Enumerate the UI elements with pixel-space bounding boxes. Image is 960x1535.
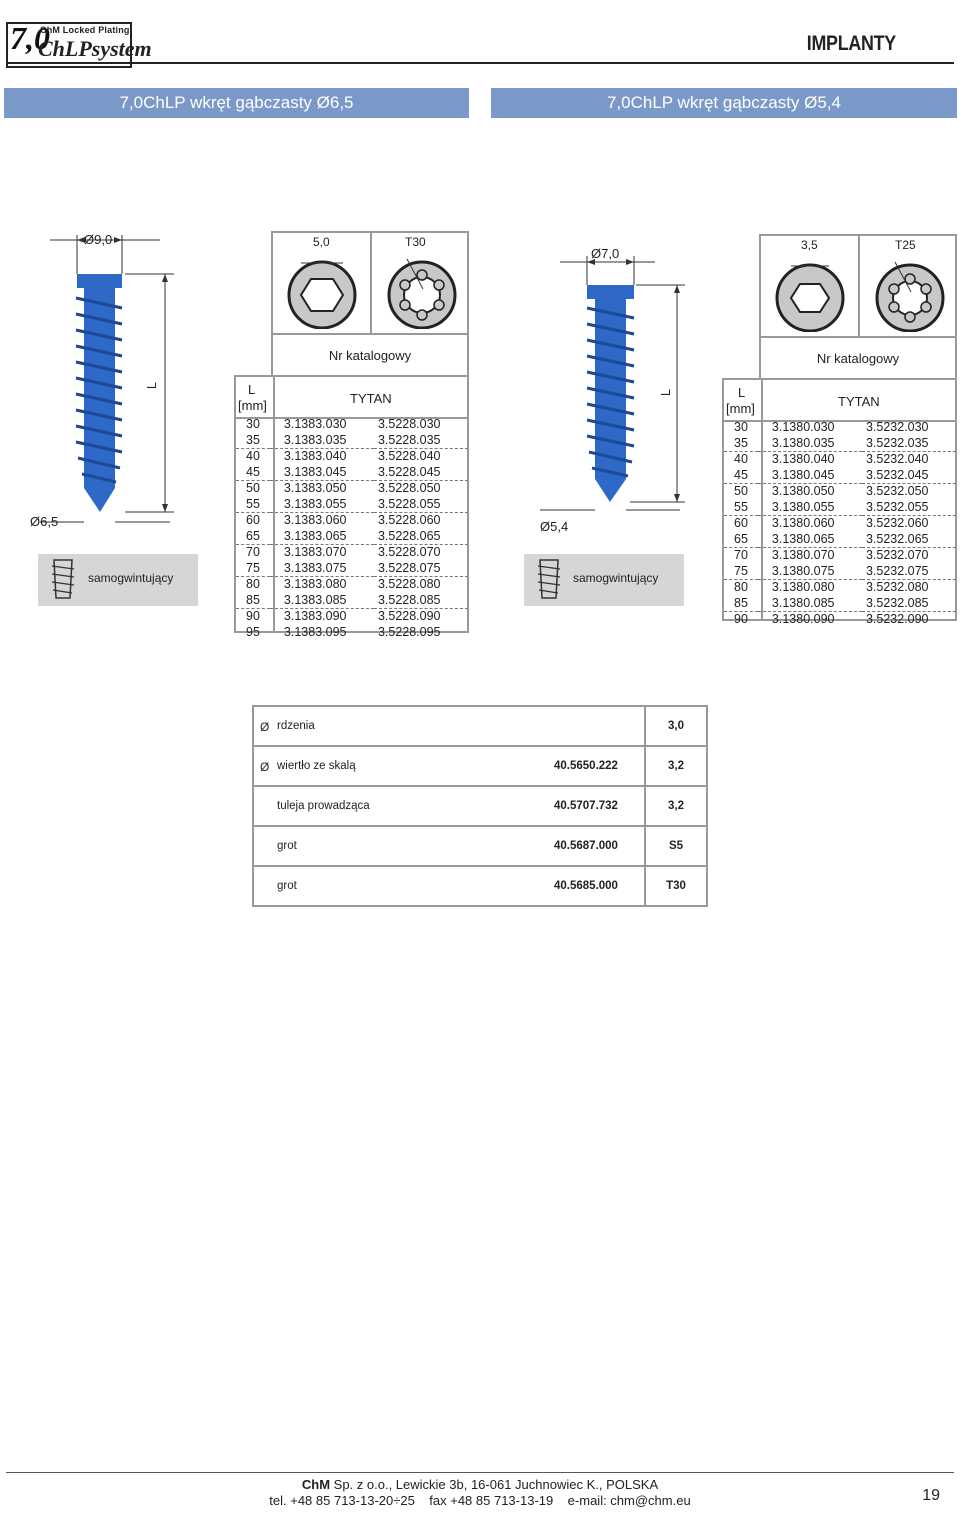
torx-socket-icon bbox=[871, 260, 949, 332]
instrument-name: tuleja prowadząca bbox=[277, 800, 370, 812]
catalog-number-cell: 3.1383.085 bbox=[270, 593, 374, 609]
right-col-length-unit: [mm] bbox=[726, 401, 755, 416]
length-cell: 40 bbox=[246, 449, 260, 463]
length-cell: 90 bbox=[246, 609, 260, 623]
catalog-number-cell: 3.1383.095 bbox=[283, 624, 347, 639]
catalog-number-cell: 3.1383.050 bbox=[283, 481, 347, 495]
footer-company-rest: Sp. z o.o., Lewickie 3b, 16-061 Juchnowiec K., POLSKA bbox=[330, 1477, 659, 1492]
catalog-number-cell: 3.1380.065 bbox=[758, 532, 862, 548]
instrument-size: 3,2 bbox=[645, 746, 707, 786]
logo-number: 7,0 bbox=[10, 20, 50, 56]
left-col-length-unit: [mm] bbox=[238, 398, 267, 413]
table-row bbox=[236, 433, 468, 449]
hex-socket-icon bbox=[283, 257, 361, 329]
table-row bbox=[724, 468, 956, 484]
table-row bbox=[236, 545, 468, 561]
left-col-length: L bbox=[248, 382, 256, 397]
instruments-table bbox=[252, 705, 708, 907]
catalog-number-cell: 3.5228.065 bbox=[374, 529, 468, 545]
table-row bbox=[724, 548, 956, 564]
left-torx-size: T30 bbox=[405, 235, 426, 249]
catalog-number-cell: 3.5228.080 bbox=[377, 577, 441, 591]
instrument-size: T30 bbox=[645, 866, 707, 906]
left-title-band: 7,0ChLP wkręt gąbczasty Ø6,5 bbox=[4, 88, 469, 118]
instrument-name-cell bbox=[253, 866, 645, 906]
catalog-number-cell: 3.5232.065 bbox=[862, 532, 956, 548]
self-tapping-icon bbox=[50, 558, 76, 602]
catalog-number-cell: 3.5228.075 bbox=[374, 561, 468, 577]
instrument-name: rdzenia bbox=[277, 720, 315, 732]
catalog-number-cell: 3.1380.040 bbox=[771, 452, 835, 466]
right-catalog-label: Nr katalogowy bbox=[816, 351, 900, 366]
table-row bbox=[236, 513, 468, 529]
catalog-number-cell: 3.1383.040 bbox=[283, 449, 347, 463]
left-catalog-label: Nr katalogowy bbox=[328, 348, 412, 363]
table-row bbox=[236, 449, 468, 465]
left-self-tapping-box bbox=[38, 554, 198, 606]
right-length-label: L bbox=[658, 388, 674, 397]
left-self-tapping-label: samogwintujący bbox=[88, 571, 174, 585]
instrument-name-cell bbox=[253, 746, 645, 786]
length-cell: 35 bbox=[236, 433, 270, 449]
left-length-label: L bbox=[144, 381, 160, 390]
catalog-number-cell: 3.5232.070 bbox=[865, 548, 929, 562]
header-rule bbox=[6, 62, 954, 64]
table-row bbox=[236, 625, 468, 641]
table-row bbox=[724, 420, 956, 436]
length-cell: 30 bbox=[246, 417, 260, 431]
right-head-diameter: Ø7,0 bbox=[591, 246, 620, 261]
catalog-number-cell: 3.5228.095 bbox=[377, 624, 441, 639]
catalog-number-cell: 3.1383.070 bbox=[283, 545, 347, 559]
catalog-number-cell: 3.5232.075 bbox=[862, 564, 956, 580]
footer-contact: tel. +48 85 713-13-20÷25 fax +48 85 713-13-19 e-mail: chm@chm.eu bbox=[269, 1493, 691, 1508]
catalog-number-cell: 3.1380.030 bbox=[771, 420, 835, 434]
left-screw-drawing bbox=[40, 230, 210, 530]
left-col-material: TYTAN bbox=[350, 391, 392, 406]
self-tapping-icon bbox=[536, 558, 562, 602]
catalog-number-cell: 3.1383.045 bbox=[270, 465, 374, 481]
table-row bbox=[236, 497, 468, 513]
right-catalog-header bbox=[759, 338, 957, 380]
catalog-number-cell: 3.1383.090 bbox=[283, 609, 347, 623]
catalog-number-cell: 3.5232.040 bbox=[865, 452, 929, 466]
catalog-number-cell: 3.1380.035 bbox=[758, 436, 862, 452]
length-cell: 65 bbox=[724, 532, 758, 548]
catalog-number-cell: 3.1383.080 bbox=[283, 577, 347, 591]
instrument-row bbox=[253, 786, 707, 826]
table-row bbox=[724, 612, 956, 628]
catalog-number-cell: 3.1383.060 bbox=[283, 513, 347, 527]
catalog-number-cell: 3.1380.080 bbox=[771, 580, 835, 594]
catalog-number-cell: 3.1380.070 bbox=[771, 548, 835, 562]
left-shaft-diameter: Ø6,5 bbox=[30, 514, 59, 529]
instrument-row bbox=[253, 826, 707, 866]
right-drive-box bbox=[759, 234, 957, 338]
table-row bbox=[236, 417, 468, 433]
instrument-row bbox=[253, 746, 707, 786]
catalog-number-cell: 3.5228.030 bbox=[377, 417, 441, 431]
length-cell: 75 bbox=[236, 561, 270, 577]
table-row bbox=[724, 484, 956, 500]
table-row bbox=[236, 609, 468, 625]
table-row bbox=[724, 516, 956, 532]
table-row bbox=[724, 500, 956, 516]
catalog-number-cell: 3.5232.055 bbox=[862, 500, 956, 516]
instrument-name: wiertło ze skalą bbox=[277, 760, 356, 772]
catalog-number-cell: 3.5228.045 bbox=[374, 465, 468, 481]
length-cell: 55 bbox=[236, 497, 270, 513]
section-title: IMPLANTY bbox=[806, 32, 896, 55]
catalog-number-cell: 3.1383.055 bbox=[270, 497, 374, 513]
catalog-number-cell: 3.5228.040 bbox=[377, 449, 441, 463]
table-row bbox=[236, 593, 468, 609]
logo-system: ChLPsystem bbox=[38, 36, 152, 61]
footer-address bbox=[0, 1477, 960, 1492]
catalog-number-cell: 3.5232.090 bbox=[865, 612, 929, 626]
catalog-number-cell: 3.1380.060 bbox=[771, 516, 835, 530]
length-cell: 40 bbox=[734, 452, 748, 466]
instrument-code: 40.5707.732 bbox=[554, 800, 618, 812]
logo-subtitle: ChM Locked Plating bbox=[40, 25, 130, 35]
catalog-number-cell: 3.1380.045 bbox=[758, 468, 862, 484]
instrument-size: 3,0 bbox=[645, 706, 707, 746]
left-head-diameter: Ø9,0 bbox=[84, 232, 113, 247]
catalog-number-cell: 3.5232.080 bbox=[865, 580, 929, 594]
catalog-number-cell: 3.5232.030 bbox=[865, 420, 929, 434]
diameter-symbol: Ø bbox=[260, 760, 270, 774]
table-row bbox=[236, 561, 468, 577]
catalog-number-cell: 3.1383.075 bbox=[270, 561, 374, 577]
catalog-number-cell: 3.5232.035 bbox=[862, 436, 956, 452]
right-title-band: 7,0ChLP wkręt gąbczasty Ø5,4 bbox=[491, 88, 957, 118]
catalog-number-cell: 3.5232.045 bbox=[862, 468, 956, 484]
length-cell: 95 bbox=[246, 624, 260, 639]
length-cell: 30 bbox=[734, 420, 748, 434]
length-cell: 50 bbox=[246, 481, 260, 495]
torx-socket-icon bbox=[383, 257, 461, 329]
left-hex-size: 5,0 bbox=[313, 235, 330, 249]
table-row bbox=[724, 436, 956, 452]
instrument-size: S5 bbox=[645, 826, 707, 866]
instrument-size: 3,2 bbox=[645, 786, 707, 826]
length-cell: 90 bbox=[734, 612, 748, 626]
table-row bbox=[236, 465, 468, 481]
table-row bbox=[236, 529, 468, 545]
right-self-tapping-label: samogwintujący bbox=[573, 571, 659, 585]
catalog-number-cell: 3.1383.035 bbox=[270, 433, 374, 449]
right-col-material: TYTAN bbox=[838, 394, 880, 409]
table-row bbox=[724, 452, 956, 468]
table-row bbox=[724, 596, 956, 612]
instrument-code: 40.5687.000 bbox=[554, 840, 618, 852]
length-cell: 45 bbox=[724, 468, 758, 484]
right-torx-size: T25 bbox=[895, 238, 916, 252]
length-cell: 55 bbox=[724, 500, 758, 516]
right-col-length: L bbox=[738, 385, 746, 400]
catalog-number-cell: 3.5232.060 bbox=[865, 516, 929, 530]
diameter-symbol: Ø bbox=[260, 720, 270, 734]
table-row bbox=[236, 577, 468, 593]
right-screw-drawing bbox=[540, 240, 700, 520]
footer-rule bbox=[6, 1472, 954, 1473]
table-row bbox=[724, 532, 956, 548]
hex-socket-icon bbox=[771, 260, 849, 332]
length-cell: 80 bbox=[734, 580, 748, 594]
left-catalog-rows bbox=[236, 417, 468, 640]
instrument-code: 40.5650.222 bbox=[554, 760, 618, 772]
table-row bbox=[236, 481, 468, 497]
length-cell: 80 bbox=[246, 577, 260, 591]
instrument-name: grot bbox=[277, 840, 297, 852]
instrument-name: grot bbox=[277, 880, 297, 892]
catalog-number-cell: 3.5232.050 bbox=[865, 484, 929, 498]
catalog-number-cell: 3.1380.090 bbox=[771, 612, 835, 626]
length-cell: 45 bbox=[236, 465, 270, 481]
instrument-name-cell bbox=[253, 826, 645, 866]
footer-company: ChM bbox=[301, 1477, 331, 1492]
instrument-name-cell bbox=[253, 786, 645, 826]
length-cell: 70 bbox=[246, 545, 260, 559]
catalog-number-cell: 3.5228.035 bbox=[374, 433, 468, 449]
catalog-number-cell: 3.1383.065 bbox=[270, 529, 374, 545]
table-row bbox=[724, 580, 956, 596]
catalog-number-cell: 3.1380.055 bbox=[758, 500, 862, 516]
length-cell: 50 bbox=[734, 484, 748, 498]
length-cell: 65 bbox=[236, 529, 270, 545]
catalog-number-cell: 3.1380.050 bbox=[771, 484, 835, 498]
instrument-row bbox=[253, 866, 707, 906]
left-drive-box bbox=[271, 231, 469, 335]
page-number: 19 bbox=[922, 1487, 940, 1504]
catalog-number-cell: 3.5228.090 bbox=[377, 609, 441, 623]
right-catalog-rows bbox=[724, 420, 956, 628]
length-cell: 35 bbox=[724, 436, 758, 452]
right-self-tapping-box bbox=[524, 554, 684, 606]
catalog-number-cell: 3.1383.030 bbox=[283, 417, 347, 431]
left-catalog-header bbox=[271, 335, 469, 377]
length-cell: 60 bbox=[734, 516, 748, 530]
catalog-number-cell: 3.5228.070 bbox=[377, 545, 441, 559]
catalog-number-cell: 3.5228.060 bbox=[377, 513, 441, 527]
catalog-number-cell: 3.5228.085 bbox=[374, 593, 468, 609]
length-cell: 85 bbox=[236, 593, 270, 609]
catalog-number-cell: 3.5232.085 bbox=[862, 596, 956, 612]
catalog-number-cell: 3.5228.055 bbox=[374, 497, 468, 513]
length-cell: 60 bbox=[246, 513, 260, 527]
table-row bbox=[724, 564, 956, 580]
right-shaft-diameter: Ø5,4 bbox=[540, 519, 569, 534]
right-hex-size: 3,5 bbox=[801, 238, 818, 252]
length-cell: 85 bbox=[724, 596, 758, 612]
instrument-name-cell bbox=[253, 706, 645, 746]
catalog-number-cell: 3.1380.075 bbox=[758, 564, 862, 580]
length-cell: 75 bbox=[724, 564, 758, 580]
instrument-code: 40.5685.000 bbox=[554, 880, 618, 892]
catalog-number-cell: 3.1380.085 bbox=[758, 596, 862, 612]
catalog-number-cell: 3.5228.050 bbox=[377, 481, 441, 495]
length-cell: 70 bbox=[734, 548, 748, 562]
instrument-row bbox=[253, 706, 707, 746]
